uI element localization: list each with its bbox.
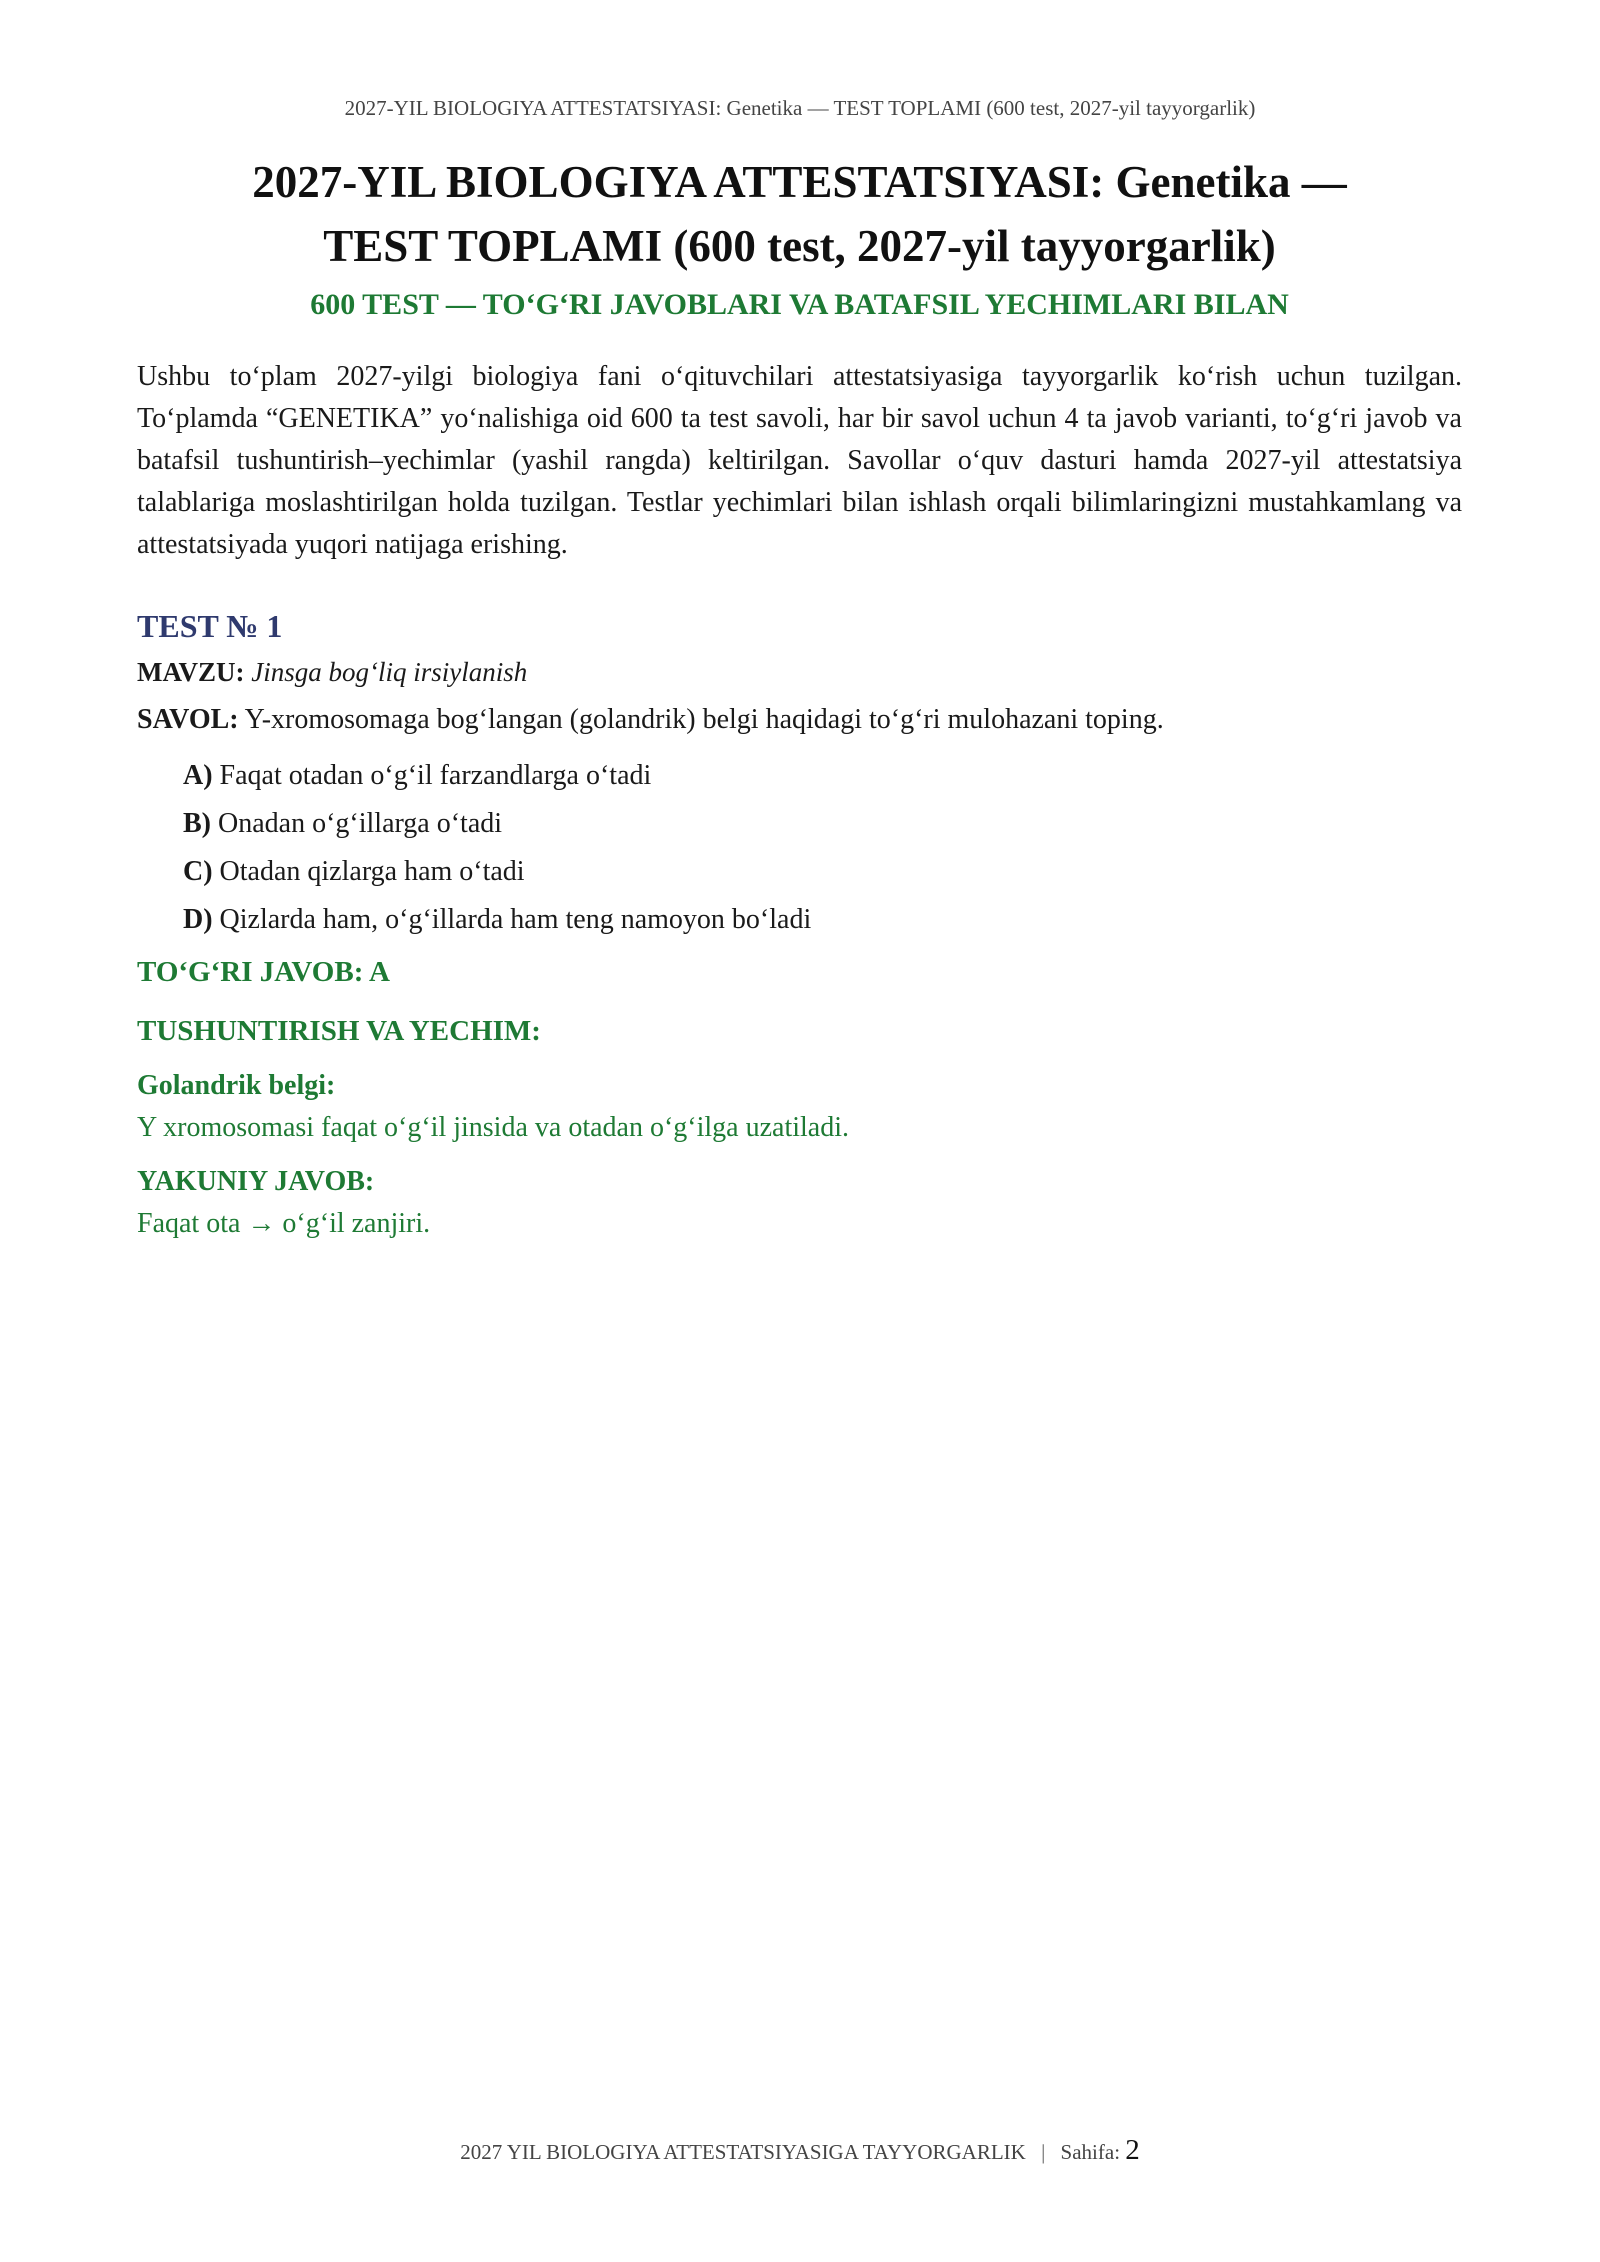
- question-text: Y-xromosomaga bog‘langan (golandrik) belgi haqidagi to‘g‘ri mulohazani toping.: [244, 704, 1164, 735]
- document-subtitle: 600 TEST — TO‘G‘RI JAVOBLARI VA BATAFSIL YECHIMLARI BILAN: [310, 288, 1289, 321]
- option-letter: D): [183, 904, 213, 935]
- document-title: [137, 150, 1462, 278]
- explanation-heading: TUSHUNTIRISH VA YECHIM:: [137, 1015, 541, 1047]
- final-answer-heading: YAKUNIY JAVOB:: [137, 1166, 375, 1197]
- answer-option-d: [183, 896, 1462, 944]
- option-text: Otadan qizlarga ham o‘tadi: [219, 856, 525, 887]
- option-text: Faqat otadan o‘g‘il farzandlarga o‘tadi: [219, 760, 652, 791]
- footer-separator: |: [1041, 2140, 1046, 2164]
- answer-option-a: [183, 752, 1462, 800]
- option-text: Onadan o‘g‘illarga o‘tadi: [218, 808, 503, 839]
- final-answer-text: Faqat ota → o‘g‘il zanjiri.: [137, 1208, 431, 1239]
- option-text: Qizlarda ham, o‘g‘illarda ham teng namoyon bo‘ladi: [219, 904, 812, 935]
- intro-paragraph: Ushbu to‘plam 2027-yilgi biologiya fani o‘qituvchilari attestatsiyasiga tayyorgarlik ko‘rish uchun tuzilgan. To‘plamda “GENETIKA” yo‘nalishiga oid 600 ta test savoli, har bir savol uchun 4 ta javob varianti, to‘g‘ri javob va batafsil tushuntirish–yechimlar (yashil rangda) keltirilgan. Savollar o‘quv dasturi hamda 2027-yil attestatsiya talablariga moslashtirilgan holda tuzilgan. Testlar yechimlari bilan ishlash orqali bilimlaringizni mustahkamlang va attestatsiyada yuqori natijaga erishing.: [137, 361, 1462, 560]
- page-number: 2: [1125, 2134, 1140, 2166]
- option-letter: C): [183, 856, 213, 887]
- running-footer: [0, 2134, 1600, 2167]
- test-question: [137, 704, 1462, 736]
- correct-answer: TO‘G‘RI JAVOB: A: [137, 956, 390, 988]
- option-letter: B): [183, 808, 211, 839]
- question-label: SAVOL:: [137, 704, 239, 735]
- explanation-subheading: Golandrik belgi:: [137, 1070, 336, 1101]
- option-letter: A): [183, 760, 213, 791]
- answer-option-c: [183, 848, 1462, 896]
- answer-option-b: [183, 800, 1462, 848]
- running-header: 2027-YIL BIOLOGIYA ATTESTATSIYASI: Genetika — TEST TOPLAMI (600 test, 2027-yil tayyorgarlik): [344, 96, 1256, 120]
- test-topic: [137, 657, 1462, 688]
- page-label: Sahifa:: [1060, 2140, 1121, 2164]
- page-content: [137, 150, 1462, 1240]
- answer-options: [137, 752, 1462, 944]
- document-title-line-1: 2027-YIL BIOLOGIYA ATTESTATSIYASI: Genetika —: [252, 157, 1347, 207]
- topic-label: MAVZU:: [137, 657, 245, 687]
- document-title-line-2: TEST TOPLAMI (600 test, 2027-yil tayyorgarlik): [323, 221, 1276, 271]
- explanation-text: Y xromosomasi faqat o‘g‘il jinsida va otadan o‘g‘ilga uzatiladi.: [137, 1112, 849, 1143]
- footer-text: 2027 YIL BIOLOGIYA ATTESTATSIYASIGA TAYYORGARLIK: [460, 2140, 1026, 2164]
- test-heading: TEST № 1: [137, 608, 283, 644]
- topic-value: Jinsga bog‘liq irsiylanish: [251, 657, 528, 687]
